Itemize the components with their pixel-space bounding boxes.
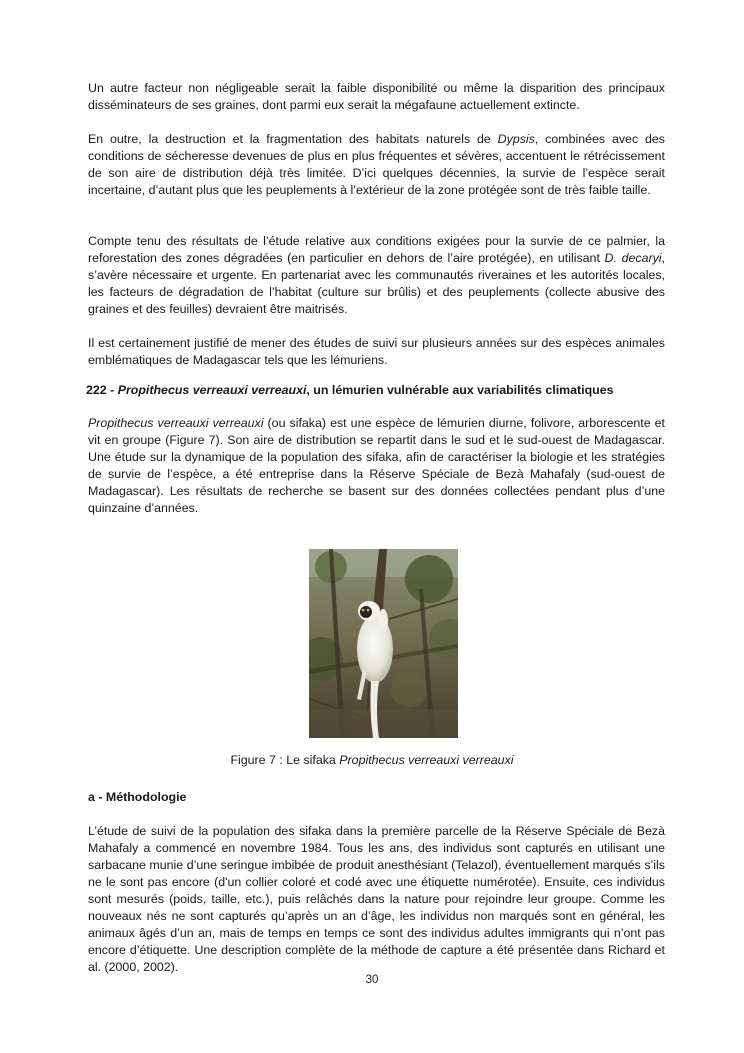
paragraph-methodology — [88, 823, 665, 976]
paragraph-monitoring-studies — [88, 335, 665, 369]
figure-caption: Figure 7 : Le sifaka Propithecus verreauxi verreauxi — [230, 753, 514, 767]
text-run: , s’avère nécessaire et urgente. En partenariat avec les communautés riveraines et les autorités locales, les facteurs de dégradation de l’habitat (culture sur brûlis) et des peuplements (collecte abusive des graines et des feuilles) devraient être maitrisés. — [88, 251, 665, 316]
paragraph-habitat-destruction — [88, 131, 665, 199]
sifaka-photo — [309, 549, 458, 738]
text-run: Il est certainement justifié de mener des études de suivi sur plusieurs années sur des espèces animales emblématiques de Madagascar tels que les lémuriens. — [88, 336, 665, 367]
section-heading-222: 222 - Propithecus verreauxi verreauxi, un lémurien vulnérable aux variabilités climatiques — [86, 383, 614, 397]
page-number: 30 — [365, 974, 379, 986]
italic-term: D. decaryi — [604, 251, 662, 265]
text-run: Un autre facteur non négligeable serait la faible disponibilité ou même la disparition des principaux disséminateurs de ses graines, dont parmi eux serait la mégafaune actuellement extincte. — [88, 81, 665, 112]
italic-term: Propithecus verreauxi verreauxi — [88, 416, 264, 430]
paragraph-dispersers — [88, 80, 665, 114]
text-run: , combinées avec des conditions de sécheresse devenues de plus en plus fréquentes et sévères, accentuent le rétrécissement de son aire de distribution déjà très limitée. D’ici quelques décennies, la survie de l’espèce serait incertaine, d’autant plus que les peuplements à l’extérieur de la zone protégée sont de très faible taille. — [88, 132, 665, 197]
subheading-methodologie: a - Méthodologie — [88, 790, 187, 804]
text-run: En outre, la destruction et la fragmentation des habitats naturels de — [88, 132, 498, 146]
text-run: (ou sifaka) est une espèce de lémurien diurne, folivore, arborescente et vit en groupe (Figure 7). Son aire de distribution se repartit dans le sud et le sud-ouest de Madagascar. Une étude sur la dynamique de la population des sifaka, afin de caractériser la biologie et les stratégies de survie de l’espèce, a été entreprise dans la Réserve Spéciale de Bezà Mahafaly (sud-ouest de Madagascar). Les résultats de recherche se basent sur des données collectées pendant plus d’une quinzaine d’années. — [88, 416, 665, 515]
text-run: L’étude de suivi de la population des sifaka dans la première parcelle de la Réserve Spéciale de Bezà Mahafaly a commencé en novembre 1984. Tous les ans, des individus sont capturés en utilisant une sarbacane munie d’une seringue imbibée de produit anesthésiant (Telazol), éventuellement marqués s’ils ne le sont pas encore (d'un collier coloré et codé avec une étiquette numérotée). Ensuite, ces individus sont mesurés (poids, taille, etc.), puis relâchés dans la nature pour rejoindre leur groupe. Comme les nouveaux nés ne sont capturés qu’après un an d’âge, les individus non marqués sont en général, les animaux âgés d’un an, mais de temps en temps ce sont des individus adultes immigrants qui n’ont pas encore d’étiquette. Une description complète de la méthode de capture a été présentée dans Richard et al. (2000, 2002). — [88, 824, 665, 974]
paragraph-reforestation — [88, 233, 665, 318]
text-run: Compte tenu des résultats de l’étude relative aux conditions exigées pour la survie de ce palmier, la reforestation des zones dégradées (en particulier en dehors de l’aire protégée), en utilisant — [88, 234, 665, 265]
paragraph-sifaka-description — [88, 415, 665, 517]
italic-term: Dypsis — [497, 132, 535, 146]
